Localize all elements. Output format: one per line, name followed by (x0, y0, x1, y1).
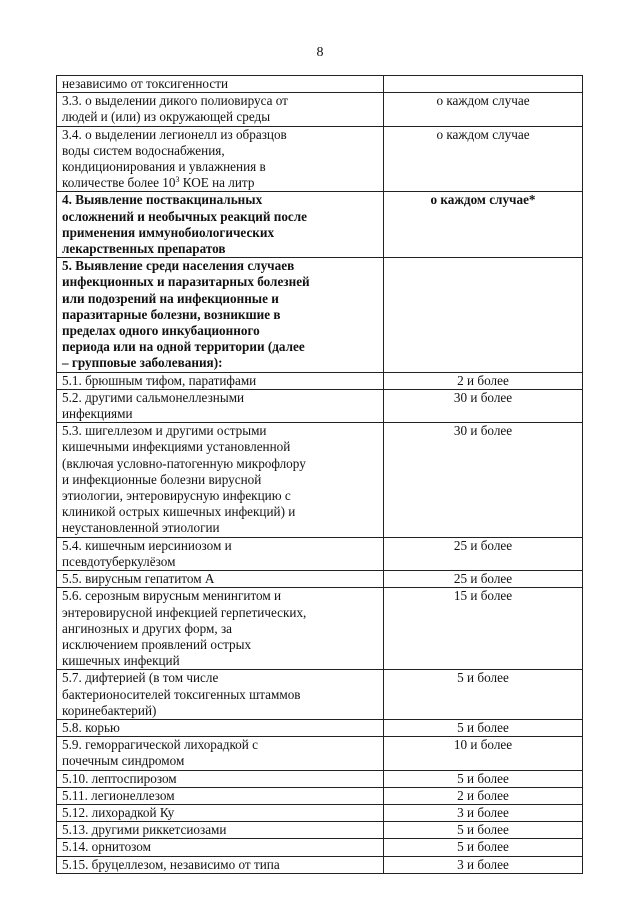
row-threshold: о каждом случае (384, 93, 583, 126)
row-description (57, 670, 384, 720)
page-number: 8 (316, 45, 324, 60)
description-line: количестве более $10^3$ КОЕ на литр (62, 175, 255, 191)
table-row (57, 787, 583, 804)
description-line: энтеровирусной инфекцией герпетических, (62, 604, 307, 620)
description-line: 5.11. легионеллезом (62, 787, 175, 803)
row-description (57, 737, 384, 770)
row-description (57, 588, 384, 670)
description-line: (включая условно-патогенную микрофлору (62, 455, 306, 471)
description-line: осложнений и необычных реакций после (62, 208, 308, 224)
table-row (57, 588, 583, 670)
description-line: 5.5. вирусным гепатитом А (62, 571, 215, 587)
row-threshold: 5 и более (384, 719, 583, 736)
description-line: кондиционирования и увлажнения в (62, 159, 266, 175)
row-description (57, 389, 384, 422)
description-line: паразитарные болезни, возникшие в (62, 306, 281, 322)
row-threshold: 25 и более (384, 537, 583, 570)
row-description (57, 839, 384, 856)
row-description (57, 770, 384, 787)
row-description (57, 856, 384, 873)
description-line: воды систем водоснабжения, (62, 142, 225, 158)
description-line: – групповые заболевания): (62, 355, 223, 371)
description-line: пределах одного инкубационного (62, 323, 260, 339)
description-line: 5.12. лихорадкой Ку (62, 804, 175, 820)
row-threshold: о каждом случае (384, 126, 583, 192)
row-threshold: 5 и более (384, 822, 583, 839)
description-line: коринебактерий) (62, 702, 157, 718)
row-description (57, 76, 384, 93)
table-row (57, 126, 583, 192)
row-description (57, 192, 384, 258)
description-line: применения иммунобиологических (62, 224, 275, 240)
description-line: 5.2. другими сальмонеллезными (62, 389, 245, 405)
table-row (57, 804, 583, 821)
table-row (57, 389, 583, 422)
description-line: кишечных инфекций (62, 653, 180, 669)
row-description (57, 258, 384, 372)
description-line: и инфекционные болезни вирусной (62, 471, 262, 487)
table-row (57, 192, 583, 258)
description-line: периода или на одной территории (далее (62, 339, 305, 355)
table-row (57, 571, 583, 588)
row-threshold: 30 и более (384, 389, 583, 422)
table-row (57, 839, 583, 856)
description-line: 5.10. лептоспирозом (62, 770, 177, 786)
table-row (57, 372, 583, 389)
table-body (57, 76, 583, 874)
description-line: 5.4. кишечным иерсиниозом и (62, 537, 232, 553)
row-threshold (384, 76, 583, 93)
table-row (57, 670, 583, 720)
description-line: 5.15. бруцеллезом, независимо от типа (62, 856, 280, 872)
description-line: неустановленной этиологии (62, 520, 220, 536)
row-description (57, 126, 384, 192)
table-row (57, 537, 583, 570)
description-line: 3.4. о выделении легионелл из образцов (62, 126, 287, 142)
row-description (57, 372, 384, 389)
description-line: людей и (или) из окружающей среды (62, 109, 271, 125)
row-threshold: 2 и более (384, 372, 583, 389)
description-line: ангинозных и других форм, за (62, 620, 233, 636)
description-line: инфекциями (62, 406, 133, 422)
table-row (57, 856, 583, 873)
description-line: независимо от токсигенности (62, 76, 229, 91)
description-line: инфекционных и паразитарных болезней (62, 274, 310, 290)
row-description (57, 423, 384, 537)
row-threshold: 10 и более (384, 737, 583, 770)
row-threshold: 25 и более (384, 571, 583, 588)
table-row (57, 423, 583, 537)
description-line: исключением проявлений острых (62, 636, 252, 652)
table-row (57, 93, 583, 126)
row-threshold: 3 и более (384, 804, 583, 821)
table-row (57, 76, 583, 93)
description-line: почечным синдромом (62, 753, 185, 769)
row-description (57, 571, 384, 588)
description-line: кишечными инфекциями установленной (62, 439, 291, 455)
description-line: 5.8. корью (62, 719, 120, 735)
row-threshold: 3 и более (384, 856, 583, 873)
table-row (57, 258, 583, 372)
row-threshold: 5 и более (384, 670, 583, 720)
table-row (57, 770, 583, 787)
description-line: 5. Выявление среди населения случаев (62, 258, 295, 274)
row-threshold: 5 и более (384, 839, 583, 856)
row-threshold: о каждом случае* (384, 192, 583, 258)
description-line: клиникой острых кишечных инфекций) и (62, 504, 296, 520)
description-line: 5.3. шигеллезом и другими острыми (62, 423, 267, 439)
row-threshold: 15 и более (384, 588, 583, 670)
description-line: этиологии, энтеровирусную инфекцию с (62, 488, 291, 504)
description-line: бактерионосителей токсигенных штаммов (62, 686, 301, 702)
description-line: псевдотуберкулёзом (62, 553, 176, 569)
table-row (57, 822, 583, 839)
description-line: 3.3. о выделении дикого полиовируса от (62, 93, 288, 109)
row-description (57, 787, 384, 804)
row-description (57, 822, 384, 839)
description-line: 4. Выявление поствакцинальных (62, 192, 263, 208)
row-description (57, 537, 384, 570)
description-line: 5.1. брюшным тифом, паратифами (62, 372, 257, 388)
row-threshold: 5 и более (384, 770, 583, 787)
description-line: 5.14. орнитозом (62, 839, 151, 855)
notification-criteria-table (56, 75, 583, 874)
row-threshold (384, 258, 583, 372)
row-description (57, 719, 384, 736)
row-description (57, 93, 384, 126)
description-line: лекарственных препаратов (62, 241, 226, 257)
description-line: 5.7. дифтерией (в том числе (62, 670, 219, 686)
row-description (57, 804, 384, 821)
description-line: 5.13. другими риккетсиозами (62, 822, 227, 838)
description-line: 5.9. геморрагической лихорадкой с (62, 737, 258, 753)
row-threshold: 2 и более (384, 787, 583, 804)
row-threshold: 30 и более (384, 423, 583, 537)
description-line: 5.6. серозным вирусным менингитом и (62, 588, 282, 604)
description-line: или подозрений на инфекционные и (62, 290, 279, 306)
table-row (57, 719, 583, 736)
table-row (57, 737, 583, 770)
